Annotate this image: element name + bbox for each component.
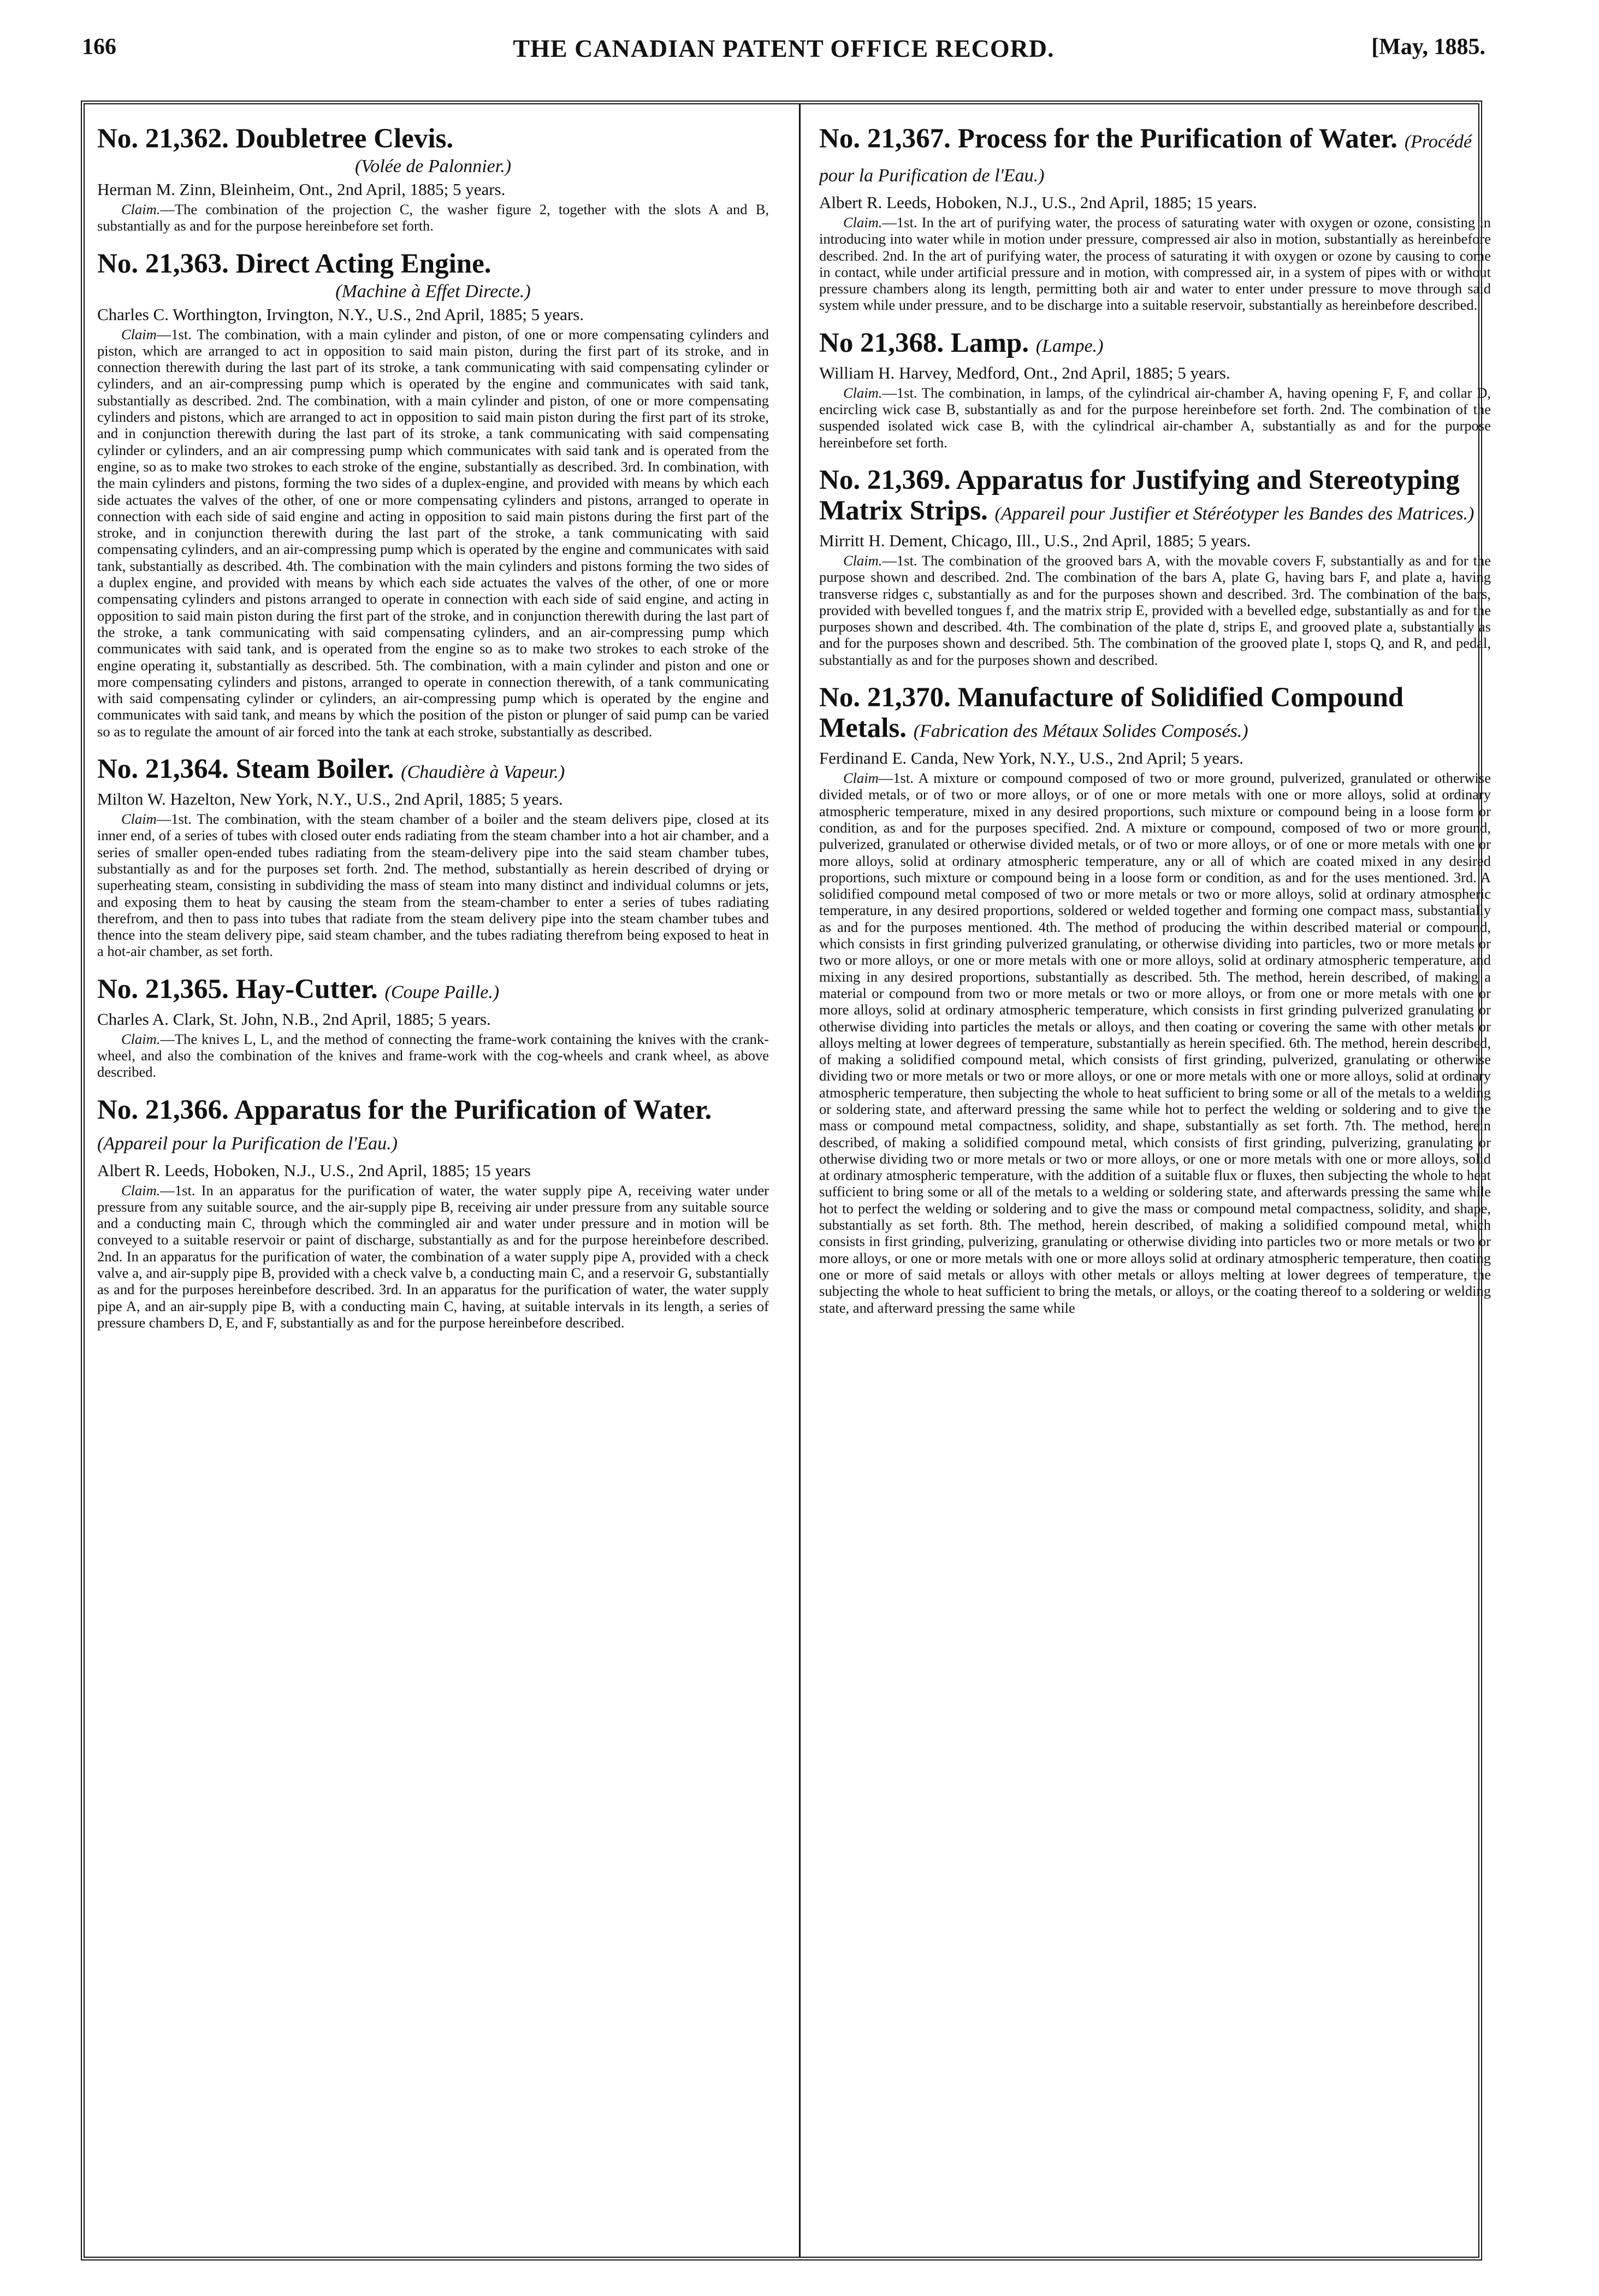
patent-entry	[97, 754, 769, 960]
patentee-line: Albert R. Leeds, Hoboken, N.J., U.S., 2nd April, 1885; 15 years.	[819, 193, 1257, 212]
patent-title: Lamp.	[950, 327, 1029, 358]
claim-text	[97, 201, 769, 234]
french-title: (Coupe Paille.)	[384, 982, 500, 1002]
issue-date: [May, 1885.	[1371, 34, 1485, 60]
claim-body: —1st. In an apparatus for the purification of water, the water supply pipe A, receiving water under pressure from any suitable source, and the air-supply pipe B, receiving air under pressure from any suitable source and a conducting main C, through which the commingled air and water under pressure and in motion will be conveyed to a suitable reservoir or paint of discharge, substantially as and for the purpose hereinbefore described. 2nd. In an apparatus for the purification of water, the combination of a water supply pipe A, provided with a check valve a, and air-supply pipe B, provided with a check valve b, a conducting main C, and a reservoir G, substantially as and for the purposes hereinbefore described. 3rd. In an apparatus for the purification of water, the water supply pipe A, and an air-supply pipe B, with a conducting main C, having, at suitable intervals in its length, a series of pressure chambers D, E, and F, substantially as and for the purpose hereinbefore described.	[97, 1182, 769, 1331]
french-title: (Chaudière à Vapeur.)	[401, 762, 565, 783]
column-divider	[799, 104, 801, 2257]
french-title: (Procédé pour la Purification de l'Eau.)	[819, 132, 1472, 186]
patent-heading	[819, 328, 1491, 362]
patent-title: Apparatus for Justifying and Stereotyping Matrix Strips.	[819, 464, 1460, 526]
running-head	[82, 34, 1485, 72]
claim-label: Claim.	[121, 201, 161, 217]
patent-title: Doubletree Clevis.	[235, 123, 454, 154]
claim-body: —1st. In the art of purifying water, the process of saturating water with oxygen or ozone, consisting in introducing into water while in motion under pressure, compressed air also in motion, substantially as hereinbefore described. 2nd. In the art of purifying water, the process of saturating it with oxygen or ozone by causing to come in contact, while under artificial pressure and in motion, with compressed air, in a system of pipes with or without pressure chambers along its length, permitting both air and water to enter under pressure to move through said system while under pressure, and to be discharge into a suitable reservoir, substantially as hereinbefore described.	[819, 214, 1491, 314]
patent-number: No. 21,362.	[97, 123, 229, 154]
claim-label: Claim.	[843, 552, 883, 569]
patent-title: Direct Acting Engine.	[235, 248, 491, 279]
patent-number: No. 21,369.	[819, 464, 951, 495]
claim-text	[97, 1031, 769, 1081]
french-title: (Appareil pour la Purification de l'Eau.)	[97, 1133, 398, 1154]
claim-body: —1st. The combination, with a main cylinder and piston, of one or more compensating cylinders and piston, which are arranged to act in opposition to said main piston, during the first part of its stroke, and in connection therewith during the last part of its stroke, a tank communicating with said compensating cylinder or cylinders, and an air-compressing pump which is operated by the engine and communicates with said tank, substantially as described. 2nd. The combination, with a main cylinder and piston, of one or more compensating cylinders and pistons, which are arranged to act in opposition to said main piston during the first part of its stroke, and in conjunction therewith during the last part of its stroke, a tank communicating with said compensating cylinder or cylinders, and an air compressing pump which communicates with said tank and is operated from the engine, so as to make two strokes to each stroke of the engine, substantially as described. 3rd. In combination, with the main cylinders and pistons, forming the two sides of a duplex-engine, and provided with means by which each side actuates the valves of the other, of one or more compensating cylinders and pistons, arranged to operate in connection with each side of said engine and acting in opposition to said main pistons during the first part of the stroke, and in conjunction therewith during the last part of the stroke, a tank communicating with said compensating cylinders, and an air-compressing pump which is operated by the engine and communicates with said tank, substantially as described. 4th. The combination with the main cylinders and pistons forming the two sides of a duplex engine, and provided with means by which each side actuates the valves of the other, of one or more compensating cylinders and pistons arranged to operate in connection with each side of said engine, and acting in opposition to said main piston during the first part of the stroke, and in conjunction therewith during the last part of the stroke, a tank communicating with said compensating cylinders, and an air-compressing pump which communicates with said tank, and is operated from the engine so as to make two strokes to each stroke of the engine operating it, substantially as described. 5th. The combination, with a main cylinder and piston and one or more compensating cylinders and pistons, arranged to operate in connection therewith, of a tank communicating with said compensating cylinder or cylinders, an air-compressing pump which is operated by the engine and communicates with said tank, and means by which the position of the piston or plunger of said pump can be varied so as to regulate the amount of air forced into the tank at each stroke, substantially as described.	[97, 326, 769, 740]
patentee-line: Charles A. Clark, St. John, N.B., 2nd April, 1885; 5 years.	[97, 1009, 491, 1029]
claim-label: Claim.	[843, 384, 883, 401]
patent-entry	[819, 682, 1491, 1316]
claim-label: Claim	[843, 770, 879, 787]
publication-title: THE CANADIAN PATENT OFFICE RECORD.	[513, 34, 1055, 62]
french-title: (Appareil pour Justifier et Stéréotyper les Bandes des Matrices.)	[994, 503, 1474, 524]
patent-heading	[97, 1095, 769, 1159]
patent-entry	[97, 1095, 769, 1331]
patentee-line: Ferdinand E. Canda, New York, N.Y., U.S., 2nd April; 5 years.	[819, 748, 1243, 768]
patent-number: No. 21,365.	[97, 973, 229, 1005]
patent-entry	[97, 974, 769, 1081]
patent-heading	[97, 754, 769, 788]
claim-text	[819, 770, 1491, 1316]
claim-text	[97, 1182, 769, 1331]
claim-body: —1st. The combination, with the steam chamber of a boiler and the steam delivers pipe, closed at its inner end, of a series of tubes with closed outer ends radiating from the steam chamber into a hot air chamber, and a series of smaller open-ended tubes radiating from the steam-delivery pipe into the said steam chamber tubes, substantially as and for the purposes set forth. 2nd. The method, substantially as herein described of drying or superheating steam, consisting in subdividing the mass of steam into many distinct and individual columns or jets, and exposing them to heat by causing the steam from the steam-chamber to enter a series of tubes radiating therefrom, and then to pass into tubes that radiate from the steam delivery pipe into the steam chamber tubes and thence into the steam delivery pipe, said steam chamber, and the tubes radiating therefrom being exposed to heat in a hot-air chamber, as set forth.	[97, 811, 769, 960]
patentee-line: Herman M. Zinn, Bleinheim, Ont., 2nd April, 1885; 5 years.	[97, 180, 506, 199]
patent-number: No 21,368.	[819, 327, 944, 358]
patent-heading	[97, 249, 769, 279]
patent-heading	[97, 123, 769, 154]
patent-entry	[97, 123, 769, 234]
patentee-line: Albert R. Leeds, Hoboken, N.J., U.S., 2nd April, 1885; 15 years	[97, 1160, 531, 1180]
claim-body: —1st. The combination, in lamps, of the cylindrical air-chamber A, having opening F, F, and collar D, encircling wick case B, substantially as and for the purpose hereinbefore set forth. 2nd. The combination of the suspended isolated wick case B, with the cylindrical air-chamber A, substantially as and for the purpose hereinbefore set forth.	[819, 384, 1491, 451]
right-column	[819, 123, 1491, 2243]
patent-heading	[819, 682, 1491, 747]
patent-title: Process for the Purification of Water.	[957, 123, 1398, 154]
claim-text	[97, 811, 769, 960]
patent-title: Apparatus for the Purification of Water.	[234, 1094, 712, 1125]
claim-label: Claim	[121, 326, 157, 343]
patent-number: No. 21,363.	[97, 248, 229, 279]
patentee-line: Charles C. Worthington, Irvington, N.Y., U.S., 2nd April, 1885; 5 years.	[97, 304, 584, 324]
patent-heading	[97, 974, 769, 1008]
patentee-line: William H. Harvey, Medford, Ont., 2nd April, 1885; 5 years.	[819, 363, 1230, 382]
claim-text	[819, 385, 1491, 451]
claim-body: —The combination of the projection C, the washer figure 2, together with the slots A and B, substantially as and for the purpose hereinbefore set forth.	[97, 201, 769, 234]
left-column	[97, 123, 769, 2243]
page-number: 166	[82, 34, 116, 60]
claim-text	[819, 214, 1491, 314]
patent-number: No. 21,367.	[819, 123, 951, 154]
patent-entry	[819, 328, 1491, 451]
claim-text	[97, 326, 769, 740]
claim-label: Claim.	[121, 1182, 161, 1199]
patent-heading	[819, 465, 1491, 529]
french-title: (Volée de Palonnier.)	[354, 156, 512, 176]
patent-title: Manufacture of Solidified Compound Metals.	[819, 682, 1404, 744]
claim-label: Claim.	[121, 1030, 161, 1047]
claim-label: Claim.	[843, 214, 883, 231]
french-title: (Lampe.)	[1035, 335, 1104, 356]
french-title: (Fabrication des Métaux Solides Composés.)	[913, 721, 1248, 742]
patentee-line: Mirritt H. Dement, Chicago, Ill., U.S., 2nd April, 1885; 5 years.	[819, 530, 1251, 550]
claim-body: —1st. The combination of the grooved bars A, with the movable covers F, substantially as and for the purpose shown and described. 2nd. The combination of the bars A, plate G, having bars F, and plate a, having transverse ridges c, substantially as and for the purposes shown and described. 3rd. The combination of the bars, provided with bevelled tongues f, and the matrix strip E, provided with a bevelled edge, substantially as and for the purposes shown and described. 4th. The combination of the plate d, strips E, and grooved plate a, substantially as and for the purposes shown and described. 5th. The combination of the grooved plate I, stops Q, and R, and pedal, substantially as and for the purposes shown and described.	[819, 552, 1491, 668]
french-title: (Machine à Effet Directe.)	[335, 281, 531, 302]
patent-number: No. 21,364.	[97, 754, 229, 785]
patent-entry	[819, 123, 1491, 314]
patent-entry	[819, 465, 1491, 668]
patent-entry	[97, 249, 769, 740]
patent-number: No. 21,370.	[819, 682, 951, 713]
claim-body: —The knives L, L, and the method of connecting the frame-work containing the knives with the crank-wheel, and also the combination of the knives and frame-work with the cog-wheels and crank wheel, as above described.	[97, 1030, 769, 1081]
claim-label: Claim	[121, 811, 157, 828]
claim-body: —1st. A mixture or compound composed of two or more ground, pulverized, granulated or otherwise divided metals, or of two or more alloys, or of one or more metals with one or more alloys, solid at ordinary atmospheric temperature, mixed in any desired proportions, such mixture or compound being in a loose form or condition, as and for the purposes specified. 2nd. A mixture or compound, composed of two or more ground, pulverized, granulated or otherwise divided metals, or of two or more alloys, or of one or more metals with one or more alloys, solid at ordinary atmospheric temperature, any or all of which are coated mixed in any desired proportions, such mixture or compound being in a loose form or condition, as and for the uses mentioned. 3rd. A solidified compound metal composed of two or more metals or two or more alloys, solid at ordinary atmospheric temperature, in any desired proportions, soldered or welded together and forming one compact mass, substantially as and for the purposes mentioned. 4th. The method of producing the within described material or compound, which consists in first grinding pulverized granulating, or otherwise dividing into particles, two or more metals or two or more alloys, or one or more metals with one or more alloys, solid at ordinary atmospheric temperature, and mixing in any desired proportions, substantially as described. 5th. The method, herein described, of making a material or compound from two or more metals or two or more alloys, or from one or more metals with one or more alloys, solid at ordinary atmospheric temperature, which consists in first grinding pulverized granulating or otherwise dividing into particles the metals or alloys, and then coating or covering the same with other metals or alloys melting at lower degrees of temperature, substantially as herein specified. 6th. The method, herein described, of making a solidified compound metal, which consists of first grinding, pulverized, granulating or otherwise dividing two or more metals or two or more alloys, or one or more metals with one or more alloys, solid at ordinary atmospheric temperature, then subjecting the whole to heat sufficient to bring some or all of the metals to a welding or soldering state, and afterward pressing the same while hot to perfect the welding or soldering and to give the mass or compound metal compactness, solidity, and shape, substantially as set forth. 7th. The method, herein described, of making a solidified compound metal, which consists of first grinding, pulverizing, granulating or otherwise dividing two or more metals or two or more alloys, or one or more metals with one or more alloys, solid at ordinary atmospheric temperature, with the addition of a suitable flux or fluxes, then subjecting the whole to heat sufficient to bring some or all of the metals to a welding or soldering state, and afterwards pressing the same while hot to perfect the welding or soldering and to give the mass or compound metal compactness, solidity, and shape, substantially as set forth. 8th. The method, herein described, of making a solidified compound metal, which consists in first grinding, pulverizing, granulating or otherwise dividing into particles two or more metals or two or more alloys, or one or more metals with one or more alloys solid at ordinary atmospheric temperature, then coating one or more of said metals or alloys with other metals or alloys melting at lower degrees of temperature, the subjecting the whole to heat sufficient to bring the metals, or alloys, or the coating thereof to a soldering or welding state, and afterward pressing the same while	[819, 770, 1491, 1316]
patentee-line: Milton W. Hazelton, New York, N.Y., U.S., 2nd April, 1885; 5 years.	[97, 789, 563, 809]
claim-text	[819, 552, 1491, 668]
patent-heading	[819, 123, 1491, 191]
patent-title: Hay-Cutter.	[235, 973, 378, 1005]
patent-title: Steam Boiler.	[235, 754, 394, 785]
patent-number: No. 21,366.	[97, 1094, 229, 1125]
